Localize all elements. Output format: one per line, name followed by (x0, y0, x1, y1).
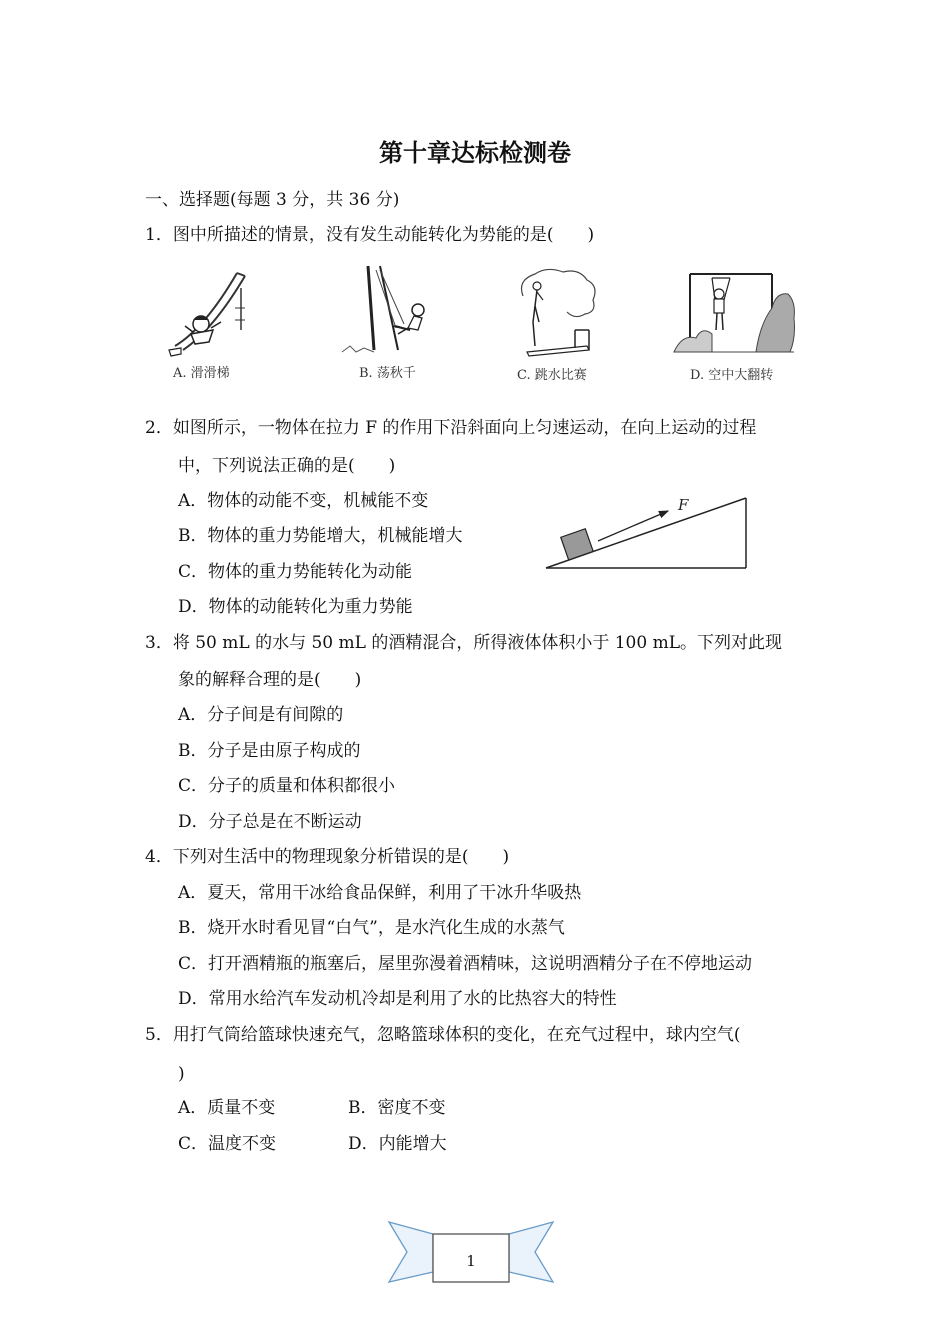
question-1-stem: 1．图中所描述的情景，没有发生动能转化为势能的是( ) (145, 225, 595, 245)
q3-option-a: A．分子间是有间隙的 (178, 705, 344, 725)
swing-illustration (340, 264, 435, 356)
question-2-stem-cont: 中，下列说法正确的是( ) (178, 456, 396, 476)
block (561, 529, 593, 560)
question-2-stem: 2．如图所示，一物体在拉力 F 的作用下沿斜面向上匀速运动，在向上运动的过程 (145, 418, 757, 438)
page-number: 1 (466, 1252, 476, 1270)
diving-illustration (513, 266, 601, 360)
section-heading: 一、选择题(每题 3 分，共 36 分) (145, 190, 400, 210)
slide-illustration (165, 268, 255, 360)
q1-caption-b: B. 荡秋千 (359, 366, 416, 381)
q1-caption-d: D. 空中大翻转 (690, 368, 774, 383)
q3-option-b: B．分子是由原子构成的 (178, 741, 361, 761)
q5-option-a: A．质量不变 (178, 1098, 276, 1118)
q2-option-a: A．物体的动能不变，机械能不变 (178, 491, 429, 511)
question-5-stem-cont: ) (178, 1064, 185, 1084)
question-3-stem-cont: 象的解释合理的是( ) (178, 670, 362, 690)
q4-option-a: A．夏天，常用干冰给食品保鲜，利用了干冰升华吸热 (178, 883, 582, 903)
gymnastics-illustration (672, 268, 796, 356)
question-3-stem: 3．将 50 mL 的水与 50 mL 的酒精混合，所得液体体积小于 100 mL。下列对此现 (145, 633, 782, 653)
q5-option-b: B．密度不变 (348, 1098, 446, 1118)
q3-option-c: C．分子的质量和体积都很小 (178, 776, 396, 796)
q4-option-d: D．常用水给汽车发动机冷却是利用了水的比热容大的特性 (178, 989, 617, 1009)
q2-option-c: C．物体的重力势能转化为动能 (178, 562, 413, 582)
page-title: 第十章达标检测卷 (379, 138, 571, 167)
q4-option-b: B．烧开水时看见冒“白气”，是水汽化生成的水蒸气 (178, 918, 565, 938)
q2-option-d: D．物体的动能转化为重力势能 (178, 597, 413, 617)
q4-option-c: C．打开酒精瓶的瓶塞后，屋里弥漫着酒精味，这说明酒精分子在不停地运动 (178, 954, 753, 974)
force-label: F (678, 496, 689, 514)
incline-diagram (540, 490, 752, 574)
q2-option-b: B．物体的重力势能增大，机械能增大 (178, 526, 463, 546)
q3-option-d: D．分子总是在不断运动 (178, 812, 362, 832)
question-4-stem: 4．下列对生活中的物理现象分析错误的是( ) (145, 847, 510, 867)
q1-caption-a: A. 滑滑梯 (173, 366, 230, 381)
q5-option-d: D．内能增大 (348, 1134, 447, 1154)
q1-caption-c: C. 跳水比赛 (517, 368, 587, 383)
q5-option-c: C．温度不变 (178, 1134, 277, 1154)
question-5-stem: 5．用打气筒给篮球快速充气，忽略篮球体积的变化，在充气过程中，球内空气( (145, 1025, 741, 1045)
